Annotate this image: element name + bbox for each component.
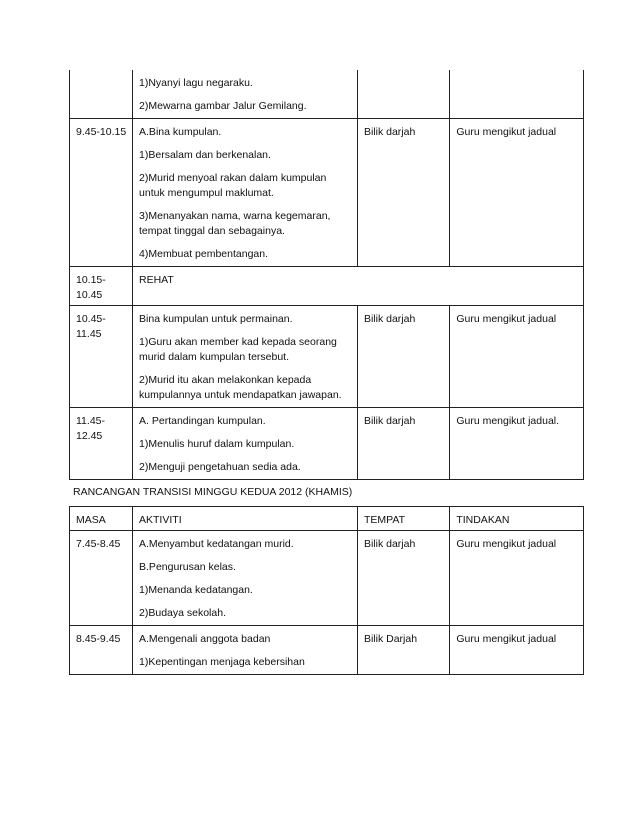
table-row (70, 408, 584, 480)
tempat-cell: Bilik darjah (357, 531, 449, 626)
masa-cell: 7.45-8.45 (70, 531, 133, 626)
tempat-cell: Bilik darjah (357, 119, 449, 267)
aktiviti-cell (133, 70, 358, 119)
tindakan-cell: Guru mengikut jadual (450, 306, 584, 408)
tempat-cell: Bilik Darjah (357, 626, 449, 675)
masa-cell: 11.45-12.45 (70, 408, 133, 480)
aktiviti-cell (133, 531, 358, 626)
aktiviti-line: B.Pengurusan kelas. (139, 561, 236, 573)
masa-cell (70, 70, 133, 119)
aktiviti-line: REHAT (139, 274, 174, 286)
table-row (70, 531, 584, 626)
document-page (69, 70, 584, 675)
aktiviti-line: 1)Nyanyi lagu negaraku. (139, 77, 253, 89)
masa-cell: 8.45-9.45 (70, 626, 133, 675)
aktiviti-line: 2)Budaya sekolah. (139, 607, 226, 619)
column-header-aktiviti: AKTIVITI (133, 507, 358, 531)
tempat-cell: Bilik darjah (357, 408, 449, 480)
table-row (70, 119, 584, 267)
aktiviti-line: 1)Menanda kedatangan. (139, 584, 253, 596)
aktiviti-line: Bina kumpulan untuk permainan. (139, 313, 293, 325)
aktiviti-line: 1)Kepentingan menjaga kebersihan (139, 656, 305, 668)
table-row (70, 70, 584, 119)
column-header-tindakan: TINDAKAN (450, 507, 584, 531)
aktiviti-line: A.Mengenali anggota badan (139, 633, 271, 645)
tindakan-cell: Guru mengikut jadual (450, 626, 584, 675)
aktiviti-line: 4)Membuat pembentangan. (139, 248, 269, 260)
table-row (70, 267, 584, 306)
aktiviti-line: 1)Menulis huruf dalam kumpulan. (139, 438, 295, 450)
tindakan-cell: Guru mengikut jadual (450, 119, 584, 267)
aktiviti-line: A. Pertandingan kumpulan. (139, 415, 266, 427)
aktiviti-line: 2)Murid menyoal rakan dalam kumpulan untuk mengumpul maklumat. (139, 172, 327, 199)
aktiviti-cell (133, 306, 358, 408)
masa-cell: 10.15-10.45 (70, 267, 133, 306)
aktiviti-line: A.Menyambut kedatangan murid. (139, 538, 294, 550)
aktiviti-line: 3)Menanyakan nama, warna kegemaran, tempat tinggal dan sebagainya. (139, 210, 331, 237)
aktiviti-line: 1)Bersalam dan berkenalan. (139, 149, 271, 161)
aktiviti-cell (133, 119, 358, 267)
column-header-tempat: TEMPAT (357, 507, 449, 531)
aktiviti-line: 2)Menguji pengetahuan sedia ada. (139, 461, 301, 473)
section-caption: RANCANGAN TRANSISI MINGGU KEDUA 2012 (KHAMIS) (73, 486, 353, 498)
schedule-table-1 (69, 70, 584, 480)
aktiviti-line: A.Bina kumpulan. (139, 126, 222, 138)
tempat-cell (357, 70, 449, 119)
masa-cell: 10.45-11.45 (70, 306, 133, 408)
column-header-masa: MASA (70, 507, 133, 531)
schedule-table-2 (69, 506, 584, 675)
tindakan-cell (450, 70, 584, 119)
header-row (70, 507, 584, 531)
aktiviti-cell (133, 626, 358, 675)
table-row (70, 626, 584, 675)
tempat-cell: Bilik darjah (357, 306, 449, 408)
masa-cell: 9.45-10.15 (70, 119, 133, 267)
aktiviti-cell (133, 408, 358, 480)
aktiviti-line: 2)Murid itu akan melakonkan kepada kumpulannya untuk mendapatkan jawapan. (139, 374, 342, 401)
table-row (70, 306, 584, 408)
tindakan-cell: Guru mengikut jadual. (450, 408, 584, 480)
aktiviti-cell (133, 267, 584, 306)
tindakan-cell: Guru mengikut jadual (450, 531, 584, 626)
aktiviti-line: 1)Guru akan member kad kepada seorang murid dalam kumpulan tersebut. (139, 336, 337, 363)
aktiviti-line: 2)Mewarna gambar Jalur Gemilang. (139, 100, 307, 112)
